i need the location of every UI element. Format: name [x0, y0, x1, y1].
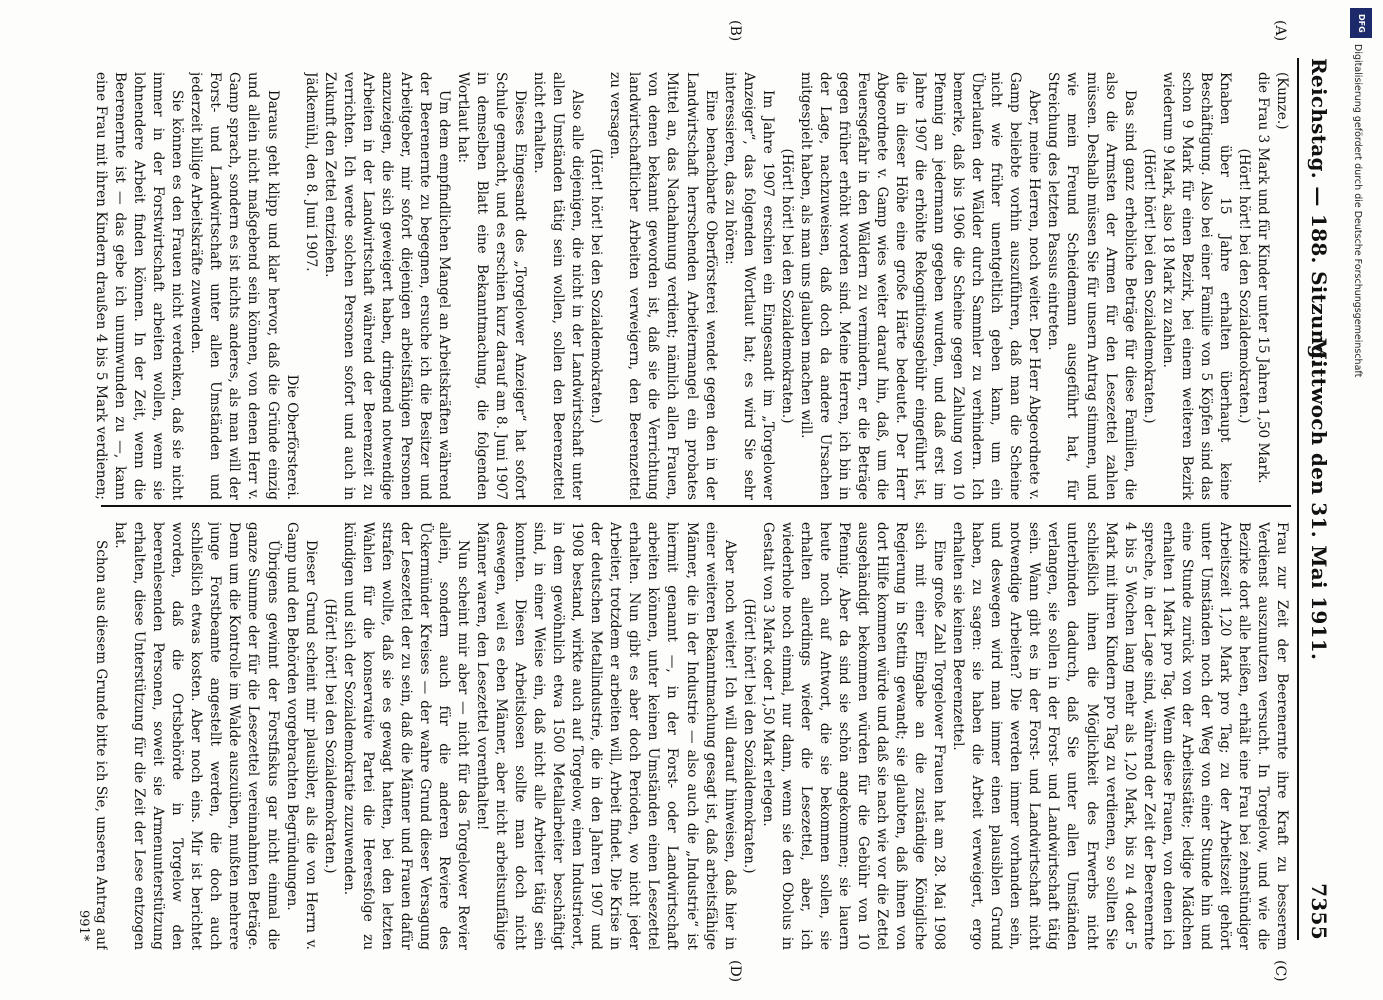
- paragraph: Dieses Eingesandt des „Torgelower Anzeiger“ hat sofort Schule gemacht, und es erschien kurz darauf am 8. Juni 1907 in demselben Blatt eine Bekanntmachung, die folgenden Wortlaut hat:: [454, 72, 529, 500]
- paragraph: Knaben über 15 Jahre erhalten überhaupt keine Beschäftigung. Also bei einer Familie von 5 Köpfen sind das schon 9 Mark für einen Bezirk, bei einem weiteren Bezirk wiederum 9 Mark, also 18 Mark zu zahlen.: [1159, 72, 1233, 500]
- paragraph: Das sind ganz erhebliche Beträge für diese Familien, die also die Armsten der Armen für den Lesezettel zahlen müssen. Deshalb müssen Sie für unsern Antrag stimmen, und wie mein Freund Scheidemann ausgeführt hat, für Streichung des letzten Passus eintreten.: [1045, 72, 1138, 500]
- margin-marker-b: (B): [727, 20, 743, 42]
- paragraph: Also alle diejenigen, die nicht in der Landwirtschaft unter allen Umständen tätig sein wollen, sollen den Beerenzettel nicht erhalten.: [531, 72, 586, 500]
- quoted-notice: Eine benachbarte Oberförsterei wendet gegen den in der Landwirtschaft herrschenden Arbeitermangel ein probates Mittel an, das Nachahmung verdient; nämlich allen Frauen, von denen bekannt geworden ist, daß sie die Verrichtung landwirtschaftlicher Arbeiten verweigern, den Beerenzettel zu versagen.: [607, 72, 719, 500]
- column-divider: [101, 505, 1291, 507]
- paragraph: Aber, meine Herren, noch weiter. Der Herr Abgeordnete v. Gamp beliebte vorhin auszuführen, daß man die Scheine nicht wie früher unentgeltlich geben kann, um ein Überlaufen der Wälder durch Sammler zu verhindern. Ich bemerke, daß bis 1906 die Scheine gegen Zahlung von 10 Pfennig an jedermann gegeben wurden, und daß erst im Jahre 1907 die erhöhte Rekognitionsgebühr eingeführt ist, die in dieser Höhe eine große Härte bedeutet. Der Herr Abgeordnete v. Gamp wies weiter darauf hin, daß, um die Feuersgefahr in den Wäldern zu vermindern, er die Beträge gegen früher erhöht worden sind. Meine Herren, ich bin in der Lage, nachzuweisen, daß doch da andere Ursachen mitgespielt haben, als man uns glauben machen will.: [797, 72, 1043, 500]
- header-page-number: 7355: [1307, 883, 1331, 940]
- paragraph: Eine große Zahl Torgelower Frauen hat am 28. Mai 1908 sich mit einer Eingabe an die zuständige Königliche Regierung in Stettin gewandt; sie glaubten, daß ihnen von dort Hilfe kommen würde und daß sie nach wie vor die Zettel ausgehändigt bekommen würden für die Gebühr von 10 Pfennig. Aber da sind sie schön angekommen; sie lauern heute noch auf Antwort, die sie bekommen sollen, sie erhalten allerdings wieder die Lesezettel, aber, ich wiederhole noch einmal, nur dann, wenn sie den Obolus in Gestalt von 3 Mark oder 1,50 Mark erlegen.: [759, 522, 948, 950]
- notice-date: Jädkemühl, den 8. Juni 1907.: [302, 72, 319, 272]
- interjection: (Hört! hört! bei den Sozialdemokraten.): [321, 598, 338, 874]
- paragraph: Nun scheint mir aber — nicht für das Torgelower Revier allein, sondern auch für die anderen Reviere des Ückermünder Kreises — der wahre Grund dieser Versagung der Lesezettel der zu sein, daß die Männer und Frauen dafür strafen wollte, daß sie es gewagt hatten, bei den letzten Wahlen für die konservative Partei die Heeresfolge zu kündigen und sich der Sozialdemokratie zuzuwenden.: [340, 522, 471, 950]
- paragraph: Aber noch weiter! Ich will darauf hinweisen, daß hier in einer weiteren Bekanntmachung gesagt ist, daß arbeitsfähige Männer, die in der Industrie — also auch die „Industrie“ ist hiermit genannt —, in der Forst- oder Landwirtschaft arbeiten können, unter keinen Umständen einen Lesezettel erhalten. Nun gibt es aber doch Perioden, wo nicht jeder Arbeiter, trotzdem er arbeiten will, Arbeit findet. Die Krise in der deutschen Metallindustrie, die in den Jahren 1907 und 1908 bestand, wirkte auch auf Torgelow, einen Industrieort, in dem gewöhnlich etwa 1500 Metallarbeiter beschäftigt sind, in einer Weise ein, daß nicht alle Arbeiter tätig sein konnten. Diesen Arbeitslosen sollte man doch nicht deswegen, weil es eben Männer, aber nicht arbeitsunfähige Männer waren, den Lesezettel vorenthalten!: [474, 522, 738, 950]
- paragraph: Übrigens gewinnt der Forstfiskus gar nicht einmal die ganze Summe der für die Lesezettel vereinnahmten Beträge. Denn um die Kontrolle im Walde auszuüben, mußten mehrere junge Forstbeamte angestellt werden, die doch auch schließlich etwas kosten. Aber noch eins. Mir ist berichtet worden, daß die Ortsbehörde in Torgelow den beerenlesenden Personen, soweit sie Armenunterstützung erhalten, diese Unterstützung für die Zeit der Lese entzogen hat.: [112, 522, 281, 950]
- notice-signature: Die Oberförsterei.: [283, 374, 300, 500]
- paragraph: Sie können es den Frauen nicht verdenken, daß sie nicht immer in der Forstwirtschaft arbeiten wollen, wenn sie lohnendere Arbeit finden können. In der Zeit, wenn die Beerenernte ist — das gebe ich unumwunden zu —, kann eine Frau mit ihren Kindern draußen 4 bis 5 Mark verdienen;: [93, 72, 186, 500]
- footer-page-number: 991*: [76, 910, 91, 942]
- left-column: [91, 72, 1291, 500]
- paragraph: Schon aus diesem Grunde bitte ich Sie, unseren Antrag auf: [93, 540, 110, 950]
- header-rule: [1297, 58, 1299, 940]
- margin-marker-a: (A): [1272, 20, 1288, 42]
- funding-credit: Digitalisierung gefördert durch die Deutsche Forschungsgemeinschaft: [1352, 44, 1363, 378]
- paragraph: die Frau 3 Mark und für Kinder unter 15 Jahren 1,50 Mark.: [1254, 72, 1271, 484]
- interjection: (Hört! hört! bei den Sozialdemokraten.): [778, 148, 795, 424]
- quoted-notice: Um dem empfindlichen Mangel an Arbeitskräften während der Beerenernte zu begegnen, ersuche ich die Besitzer und Arbeitgeber, mir sofort diejenigen arbeitsfähigen Personen anzuzeigen, die sich geweigert haben, dringend notwendige Arbeiten in der Landwirtschaft während der Beerenzeit zu verrichten. Ich werde solchen Personen sofort und auch in Zukunft den Zettel entziehen.: [321, 72, 452, 500]
- dfg-logo: DFG: [1350, 8, 1372, 38]
- paragraph: Daraus geht klipp und klar hervor, daß die Gründe einzig und allein nicht maßgebend sein können, von denen Herr v. Gamp sprach, sondern es ist nichts anderes, als man will der Forst- und Landwirtschaft unter allen Umständen und jederzeit billige Arbeitskräfte zuwenden.: [188, 72, 281, 500]
- margin-marker-c: (C): [1272, 960, 1288, 982]
- interjection: (Hört! hört! bei den Sozialdemokraten.): [588, 148, 605, 424]
- interjection: (Hört! hört! bei den Sozialdemokraten.): [1235, 148, 1252, 424]
- paragraph: Frau zur Zeit der Beerenernte ihre Kraft zu besserem Verdienst auszunutzen versucht. In Torgelow, und wie die Bezirke dort alle heißen, erhält eine Frau bei zehnstündiger Arbeitszeit 1,20 Mark pro Tag; zu der Arbeitszeit gehört unter Umständen noch der Weg von einer Stunde hin und eine Stunde zurück von der Arbeitsstätte; ledige Mädchen erhalten 1 Mark pro Tag. Wenn diese Frauen, von denen ich spreche, in der Lage sind, während der Zeit der Beerenernte 4 bis 5 Wochen lang mehr als 1,20 Mark, bis zu 4 oder 5 Mark mit ihren Kindern pro Tag zu verdienen, so sollten Sie schließlich ihnen die Möglichkeit des Erwerbs nicht unterbinden dadurch, daß Sie unter allen Umständen verlangen, sie sollen in der Forst- und Landwirtschaft tätig sein. Wann gibt es in der Forst- und Landwirtschaft nicht notwendige Arbeiten? Die werden immer vorhanden sein, und deswegen wird man immer einen plausiblen Grund haben, zu sagen: sie haben die Arbeit verweigert, ergo erhalten sie keinen Beerenzettel.: [950, 522, 1290, 950]
- digitization-sidebar: [1340, 0, 1383, 1000]
- page-header: [1301, 58, 1335, 940]
- header-date: Mittwoch den 31. Mai 1911.: [1307, 337, 1331, 661]
- paragraph: Dieser Grund scheint mir plausibler, als die von Herrn v. Gamp und den Behörden vorgebrachten Begründungen.: [283, 522, 319, 950]
- paragraph: (Kunze.): [1274, 72, 1290, 130]
- margin-marker-d: (D): [727, 960, 743, 983]
- interjection: (Hört! hört! bei den Sozialdemokraten.): [1140, 148, 1157, 424]
- paragraph: Im Jahre 1907 erschien ein Eingesandt im „Torgelower Anzeiger“, das folgenden Wortlaut hat; es wird Sie sehr interessieren, das zu hören:: [721, 72, 776, 500]
- header-session: Reichstag. — 188. Sitzung.: [1307, 58, 1331, 367]
- interjection: (Hört! hört! bei den Sozialdemokraten.): [740, 598, 757, 874]
- right-column: [91, 522, 1291, 950]
